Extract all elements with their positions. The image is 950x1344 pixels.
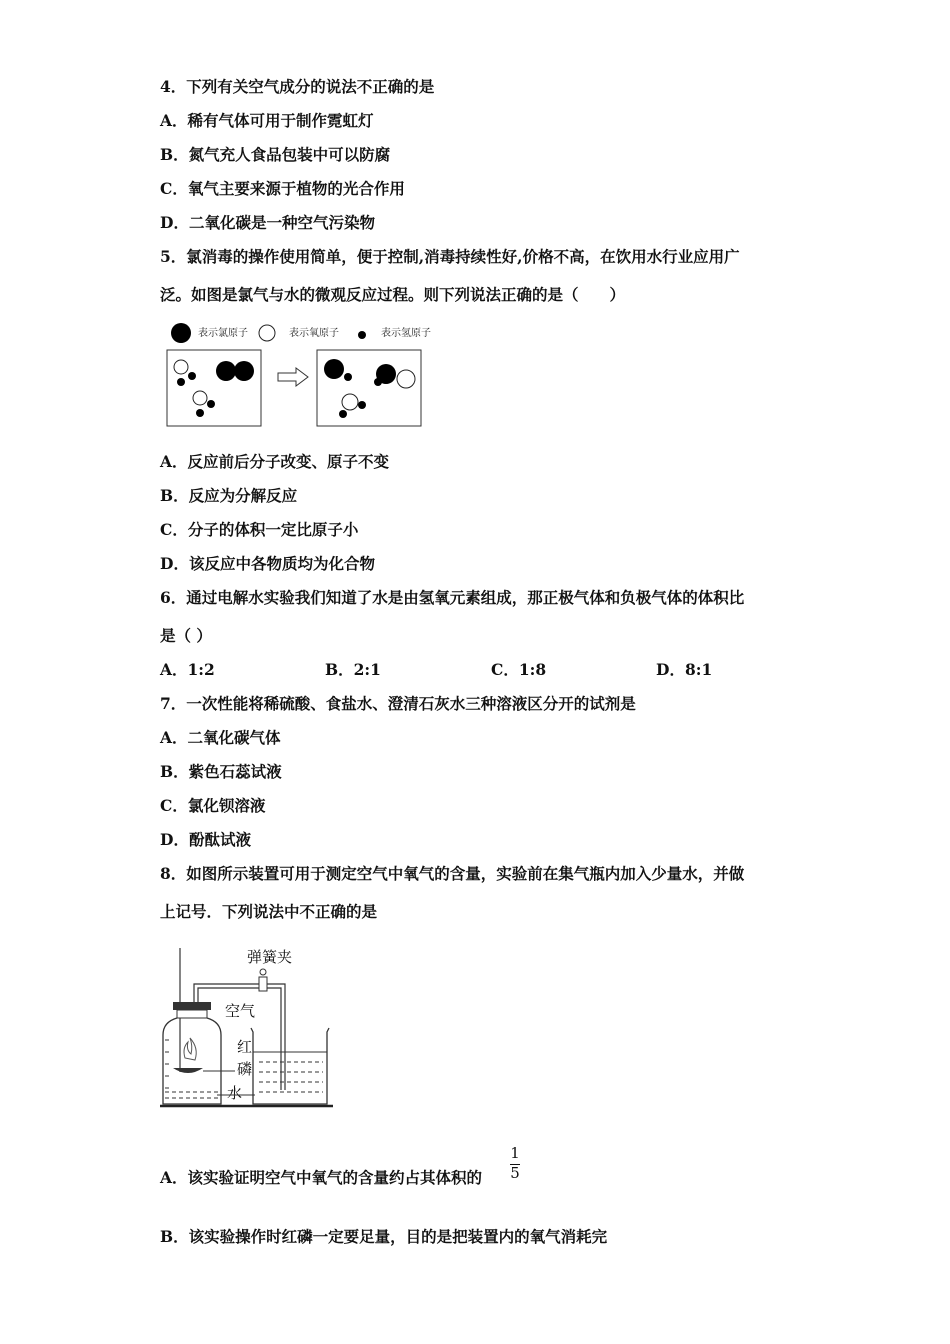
q7-option-b: B．紫色石蕊试液 xyxy=(160,762,282,781)
q7-option-c: C．氯化钡溶液 xyxy=(160,796,266,815)
q4-option-c: C．氧气主要来源于植物的光合作用 xyxy=(160,179,405,198)
q8-stem-line2: 上记号．下列说法中不正确的是 xyxy=(160,902,378,921)
combustion-spoon xyxy=(173,1068,203,1073)
legend-hydrogen-label: 表示氢原子 xyxy=(381,328,431,339)
chlorine-atom-icon xyxy=(216,361,236,381)
label-red-2: 磷 xyxy=(237,1060,253,1078)
oxygen-atom-icon xyxy=(397,370,415,388)
q6-stem-line2: 是（ ） xyxy=(160,626,212,645)
hydrogen-atom-icon xyxy=(344,373,352,381)
q5-stem-line2: 泛。如图是氯气与水的微观反应过程。则下列说法正确的是（ ） xyxy=(160,285,626,304)
q6-option-b: B．2:1 xyxy=(325,660,381,679)
legend-chlorine-atom-icon xyxy=(171,323,191,343)
oxygen-atom-icon xyxy=(342,394,358,410)
label-water: 水 xyxy=(227,1084,243,1102)
reaction-arrow-icon xyxy=(278,368,308,386)
spring-clip-icon xyxy=(259,977,267,991)
q5-molecule-diagram xyxy=(160,316,460,432)
legend-oxygen-label: 表示氧原子 xyxy=(289,328,339,339)
q7-option-d: D．酚酞试液 xyxy=(160,830,251,849)
hydrogen-atom-icon xyxy=(358,401,366,409)
q6-option-c: C．1:8 xyxy=(491,660,547,679)
legend-oxygen-atom-icon xyxy=(259,325,275,341)
fraction-denominator: 5 xyxy=(510,1164,520,1182)
q6-option-d: D．8:1 xyxy=(656,660,713,679)
label-red-1: 红 xyxy=(237,1038,253,1056)
legend-chlorine-label: 表示氯原子 xyxy=(198,328,248,339)
q8-option-b: B．该实验操作时红磷一定要足量，目的是把装置内的氧气消耗完 xyxy=(160,1227,608,1246)
q4-stem: 4．下列有关空气成分的说法不正确的是 xyxy=(160,77,435,96)
hydrogen-atom-icon xyxy=(207,400,215,408)
fraction-numerator: 1 xyxy=(510,1144,520,1162)
q6-option-a: A．1:2 xyxy=(160,660,215,679)
hydrogen-atom-icon xyxy=(177,378,185,386)
smoke-icon xyxy=(184,1038,196,1060)
q7-stem: 7．一次性能将稀硫酸、食盐水、澄清石灰水三种溶液区分开的试剂是 xyxy=(160,694,636,713)
q5-option-c: C．分子的体积一定比原子小 xyxy=(160,520,359,539)
label-spring-clip: 弹簧夹 xyxy=(247,948,293,966)
chlorine-atom-icon xyxy=(234,361,254,381)
hydrogen-atom-icon xyxy=(196,409,204,417)
q5-stem-line1: 5．氯消毒的操作使用简单，便于控制,消毒持续性好,价格不高，在饮用水行业应用广 xyxy=(160,247,740,266)
legend-hydrogen-atom-icon xyxy=(358,331,366,339)
hydrogen-atom-icon xyxy=(374,378,382,386)
q7-option-a: A．二氧化碳气体 xyxy=(160,728,281,747)
beaker xyxy=(251,1028,329,1104)
q5-option-b: B．反应为分解反应 xyxy=(160,486,298,505)
chlorine-atom-icon xyxy=(324,359,344,379)
rubber-stopper xyxy=(173,1002,211,1010)
q8-option-a: A．该实验证明空气中氧气的含量约占其体积的 xyxy=(160,1168,483,1187)
q5-option-d: D．该反应中各物质均为化合物 xyxy=(160,554,375,573)
q4-option-d: D．二氧化碳是一种空气污染物 xyxy=(160,213,375,232)
q8-stem-line1: 8．如图所示装置可用于测定空气中氧气的含量，实验前在集气瓶内加入少量水，并做 xyxy=(160,864,745,883)
q6-stem-line1: 6．通过电解水实验我们知道了水是由氢氧元素组成，那正极气体和负极气体的体积比 xyxy=(160,588,745,607)
bottle-neck xyxy=(177,1010,207,1018)
label-air: 空气 xyxy=(225,1002,256,1020)
oxygen-atom-icon xyxy=(193,391,207,405)
oxygen-atom-icon xyxy=(174,360,188,374)
q5-option-a: A．反应前后分子改变、原子不变 xyxy=(160,452,390,471)
hydrogen-atom-icon xyxy=(188,372,196,380)
q4-option-a: A．稀有气体可用于制作霓虹灯 xyxy=(160,111,374,130)
q4-option-b: B．氮气充人食品包装中可以防腐 xyxy=(160,145,391,164)
fraction-one-fifth xyxy=(508,1144,522,1188)
q8-apparatus-diagram xyxy=(155,940,340,1112)
hydrogen-atom-icon xyxy=(339,410,347,418)
gas-jar xyxy=(163,1018,221,1104)
